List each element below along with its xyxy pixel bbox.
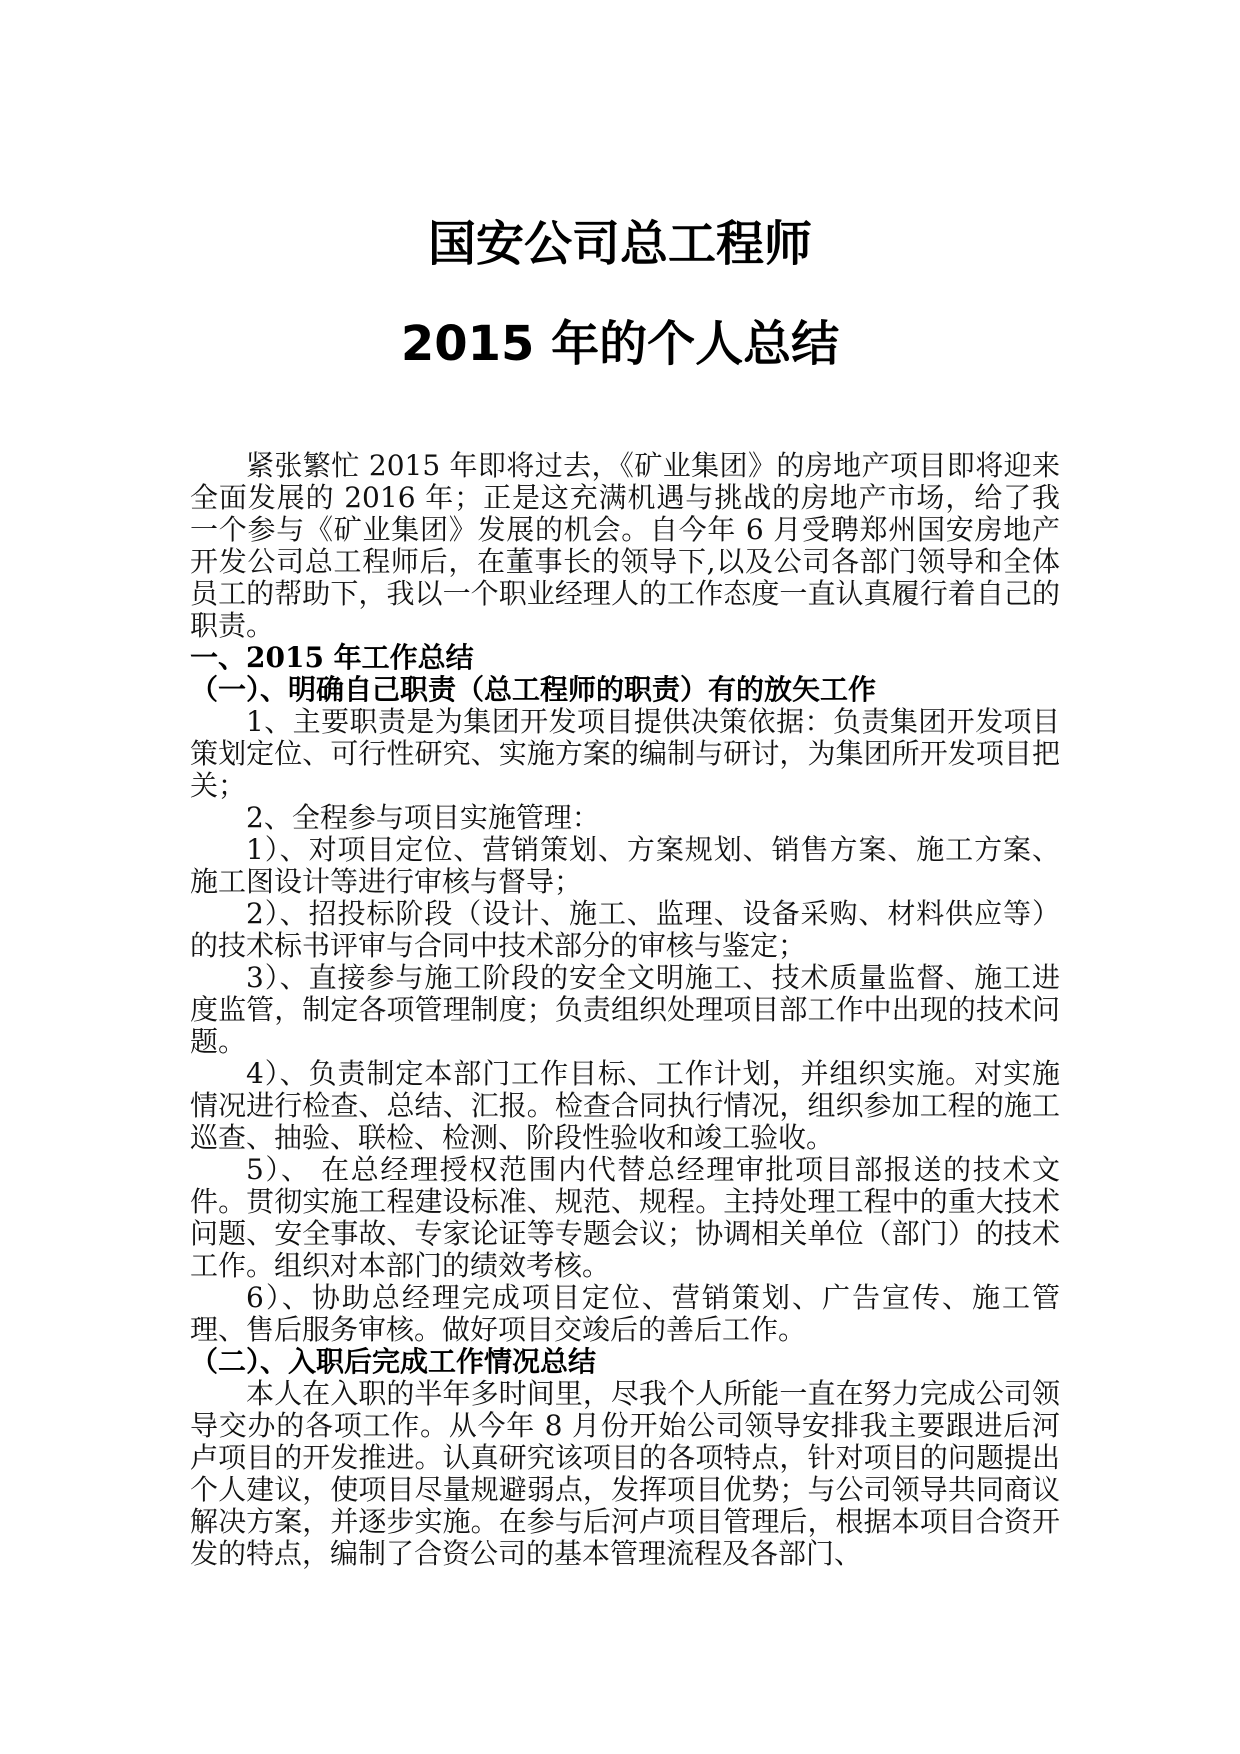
document-body xyxy=(190,450,1060,1570)
document-title-line-1: 国安公司总工程师 xyxy=(427,216,812,272)
duty-subitem-3: 3）、直接参与施工阶段的安全文明施工、技术质量监督、施工进度监管，制定各项管理制度；负责组织处理项目部工作中出现的技术问题。 xyxy=(190,961,1060,1058)
subsection-heading-2: （二）、入职后完成工作情况总结 xyxy=(190,1345,597,1378)
document-title-line-2: 2015 年的个人总结 xyxy=(400,316,840,372)
intro-paragraph: 紧张繁忙 2015 年即将过去，《矿业集团》的房地产项目即将迎来全面发展的 2016 年；正是这充满机遇与挑战的房地产市场，给了我一个参与《矿业集团》发展的机会。自今年 6 月受聘郑州国安房地产开发公司总工程师后，在董事长的领导下,以及公司各部门领导和全体员工的帮助下，我以一个职业经理人的工作态度一直认真履行着自己的职责。 xyxy=(190,449,1060,642)
duty-subitem-1: 1）、对项目定位、营销策划、方案规划、销售方案、施工方案、施工图设计等进行审核与督导； xyxy=(190,833,1060,898)
duty-subitem-5: 5）、 在总经理授权范围内代替总经理审批项目部报送的技术文件。贯彻实施工程建设标准、规范、规程。主持处理工程中的重大技术问题、安全事故、专家论证等专题会议；协调相关单位（部门）的技术工作。组织对本部门的绩效考核。 xyxy=(190,1153,1060,1282)
work-summary-paragraph: 本人在入职的半年多时间里，尽我个人所能一直在努力完成公司领导交办的各项工作。从今年 8 月份开始公司领导安排我主要跟进后河卢项目的开发推进。认真研究该项目的各项特点，针对项目的问题提出个人建议，使项目尽量规避弱点，发挥项目优势；与公司领导共同商议解决方案，并逐步实施。在参与后河卢项目管理后，根据本项目合资开发的特点，编制了合资公司的基本管理流程及各部门、 xyxy=(190,1377,1060,1570)
duty-subitem-4: 4）、负责制定本部门工作目标、工作计划，并组织实施。对实施情况进行检查、总结、汇报。检查合同执行情况，组织参加工程的施工巡查、抽验、联检、检测、阶段性验收和竣工验收。 xyxy=(190,1057,1060,1154)
section-heading-1: 一、2015 年工作总结 xyxy=(190,641,474,674)
duty-item-2: 2、全程参与项目实施管理： xyxy=(246,801,600,834)
duty-subitem-6: 6）、协助总经理完成项目定位、营销策划、广告宣传、施工管理、售后服务审核。做好项目交竣后的善后工作。 xyxy=(190,1281,1060,1346)
subsection-heading-1: （一）、明确自己职责（总工程师的职责）有的放矢工作 xyxy=(190,673,877,706)
duty-subitem-2: 2）、招投标阶段（设计、施工、监理、设备采购、材料供应等）的技术标书评审与合同中技术部分的审核与鉴定； xyxy=(190,897,1060,962)
duty-item-1: 1、主要职责是为集团开发项目提供决策依据：负责集团开发项目策划定位、可行性研究、实施方案的编制与研讨，为集团所开发项目把关； xyxy=(190,705,1060,802)
